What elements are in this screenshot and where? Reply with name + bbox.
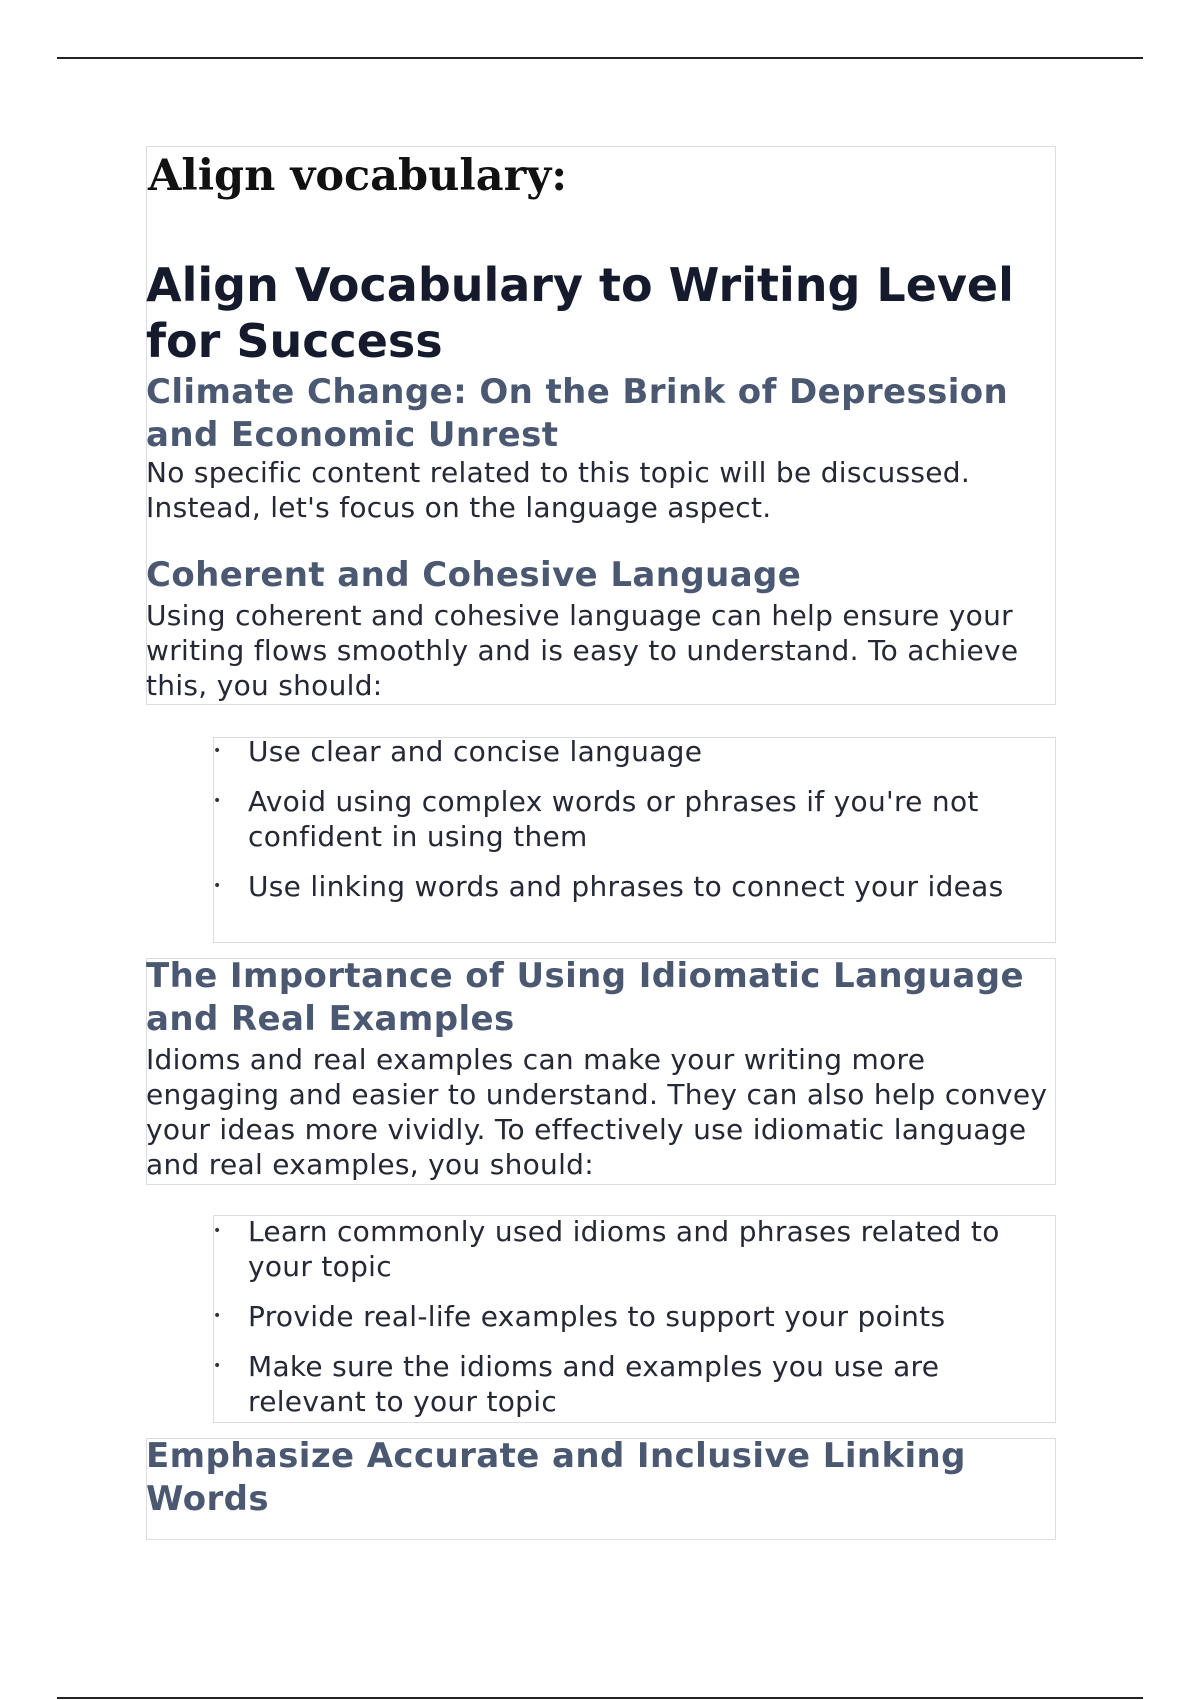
list-item <box>213 1299 1048 1334</box>
bullet-icon: • <box>213 1358 222 1374</box>
list-item-text: Avoid using complex words or phrases if you're not confident in using them <box>248 785 979 853</box>
list-item-text: Use linking words and phrases to connect your ideas <box>248 870 1004 903</box>
list-item <box>213 869 1048 904</box>
bullet-icon: • <box>213 878 222 894</box>
coherent-bullet-list <box>213 734 1048 919</box>
list-item-text: Use clear and concise language <box>248 735 703 768</box>
section-body-idiomatic: Idioms and real examples can make your writing more engaging and easier to understand. They can also help convey your ideas more vividly. To effectively use idiomatic language and real examples, you should: <box>146 1043 1048 1181</box>
section-heading-idiomatic: The Importance of Using Idiomatic Language and Real Examples <box>146 956 1024 1039</box>
top-rule <box>57 57 1143 59</box>
list-item <box>213 1349 1048 1419</box>
list-item <box>213 1214 1048 1284</box>
section-body-climate: No specific content related to this topic will be discussed. Instead, let's focus on the language aspect. <box>146 456 971 524</box>
list-item-text: Learn commonly used idioms and phrases related to your topic <box>248 1215 1000 1283</box>
list-item-text: Make sure the idioms and examples you use are relevant to your topic <box>248 1350 940 1418</box>
section-heading-coherent: Coherent and Cohesive Language <box>146 555 802 595</box>
list-item <box>213 734 1048 769</box>
page-title: Align Vocabulary to Writing Level for Success <box>146 258 1014 368</box>
section-body-coherent: Using coherent and cohesive language can help ensure your writing flows smoothly and is easy to understand. To achieve this, you should: <box>146 599 1019 702</box>
bottom-rule <box>57 1697 1143 1699</box>
bullet-icon: • <box>213 793 222 809</box>
section-heading-linking: Emphasize Accurate and Inclusive Linking Words <box>146 1436 966 1519</box>
list-item <box>213 784 1048 854</box>
idiomatic-bullet-list <box>213 1214 1048 1434</box>
bullet-icon: • <box>213 1223 222 1239</box>
bullet-icon: • <box>213 1308 222 1324</box>
list-item-text: Provide real-life examples to support your points <box>248 1300 946 1333</box>
bullet-icon: • <box>213 743 222 759</box>
document-heading: Align vocabulary: <box>148 151 568 201</box>
section-heading-climate: Climate Change: On the Brink of Depression and Economic Unrest <box>146 372 1009 455</box>
